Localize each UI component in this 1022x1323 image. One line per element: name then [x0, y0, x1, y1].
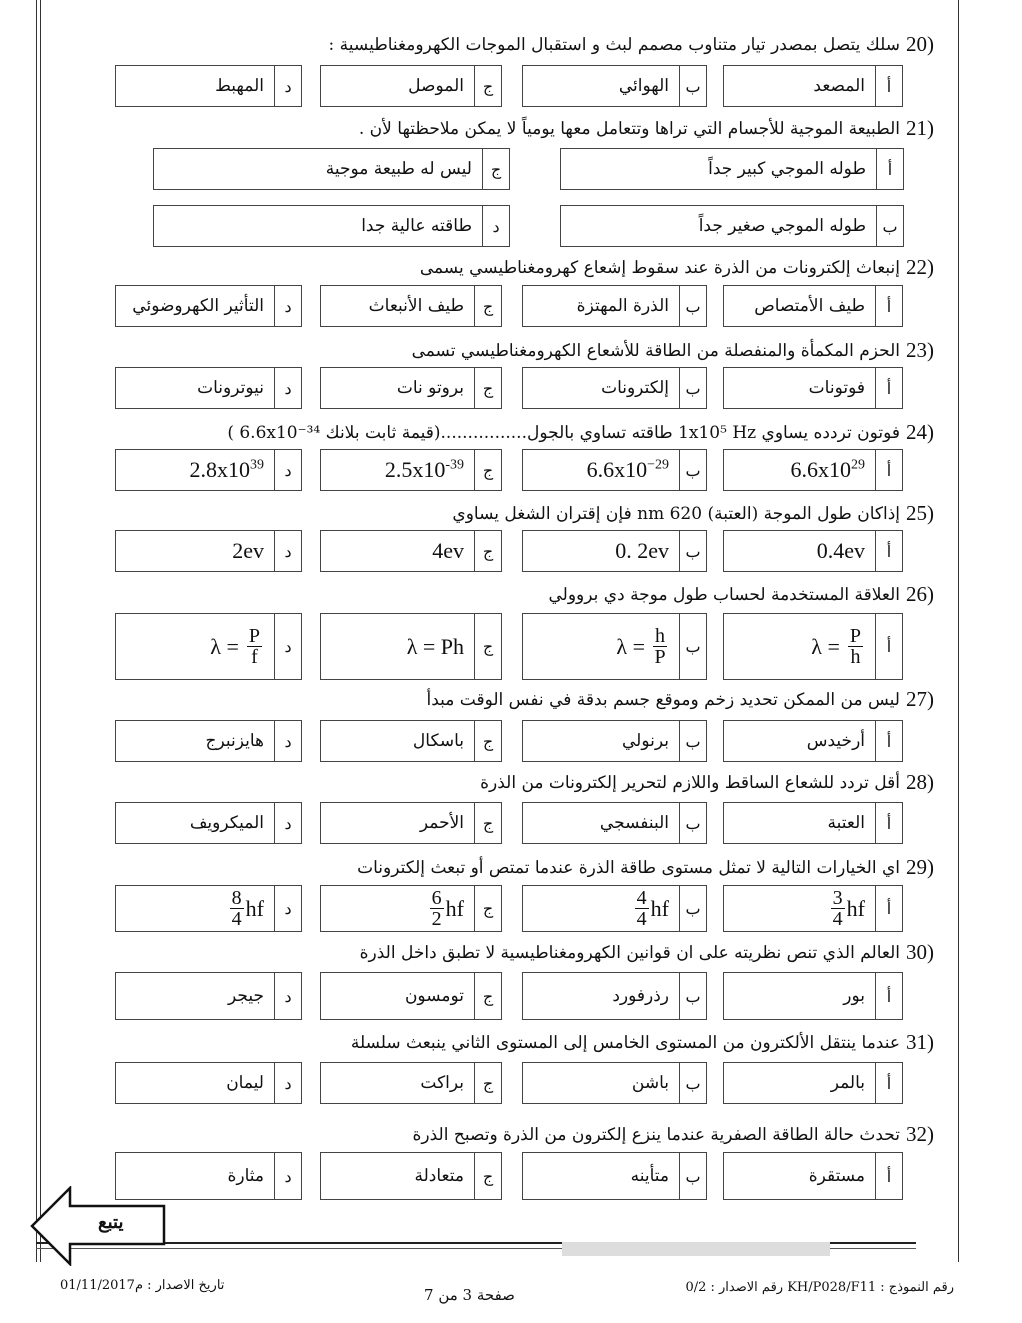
option-label: ليمان [226, 1073, 264, 1093]
option-text [605, 538, 679, 564]
option-formula [210, 626, 264, 667]
question-number: 22) [906, 255, 934, 279]
option-letter: ب [679, 803, 706, 843]
denominator: h [850, 646, 861, 668]
option-label: تومسون [404, 986, 464, 1006]
option-label: طيف الأمتصاص [754, 296, 865, 316]
formula-prefix: λ = [616, 633, 645, 659]
option-box[interactable] [115, 65, 302, 107]
denominator: 4 [231, 908, 242, 930]
question-text: إذاكان طول الموجة (العتبة) 620 nm فإن إقتران الشغل يساوي [452, 504, 900, 524]
option-box[interactable] [522, 613, 707, 680]
option-label: 0. 2ev [615, 538, 669, 563]
question-number: 28) [906, 770, 934, 794]
denominator: 4 [636, 908, 647, 930]
option-letter: أ [875, 721, 902, 761]
option-value [385, 457, 464, 483]
option-label: 2ev [232, 538, 264, 563]
option-text [122, 296, 274, 316]
numerator: P [849, 625, 861, 647]
option-label: جيجر [228, 986, 264, 1006]
option-box[interactable] [522, 285, 707, 327]
option-text [818, 813, 875, 833]
option-box[interactable] [153, 205, 510, 247]
option-text [622, 1073, 679, 1093]
option-label: 0.4ev [816, 538, 865, 563]
option-letter: د [274, 531, 301, 571]
question-number: 21) [906, 116, 934, 140]
option-label: الأحمر [419, 813, 464, 833]
option-letter: ب [679, 531, 706, 571]
option-letter: ج [474, 66, 501, 106]
option-label: الذرة المهتزة [576, 296, 669, 316]
option-label: التأثير الكهروضوئي [132, 296, 264, 316]
issue-date: تاريخ الاصدار : م01/11/2017 [60, 1278, 225, 1293]
option-box[interactable] [522, 530, 707, 572]
fraction [831, 888, 845, 929]
numerator: 4 [636, 887, 647, 909]
option-letter: ج [474, 614, 501, 679]
option-box[interactable] [723, 1152, 903, 1200]
fraction [848, 626, 863, 667]
continue-label: يتبع [98, 1212, 124, 1233]
option-letter: د [482, 206, 509, 246]
option-label: مستقرة [808, 1166, 865, 1186]
option-text [218, 986, 274, 1006]
option-text [590, 813, 679, 833]
option-letter: ج [482, 149, 509, 189]
option-label: فوتونات [808, 378, 865, 398]
option-letter: ب [679, 368, 706, 408]
option-box[interactable] [320, 1152, 502, 1200]
question-text: أقل تردد للشعاع الساقط واللازم لتحرير إلكترونات من الذرة [480, 773, 900, 793]
option-text [807, 538, 875, 564]
option-box[interactable] [723, 65, 903, 107]
option-text [387, 378, 474, 398]
question-number: 32) [906, 1122, 934, 1146]
option-box[interactable] [320, 972, 502, 1020]
option-box[interactable] [723, 530, 903, 572]
option-label: طاقته عالية جدا [361, 216, 472, 236]
option-value [791, 457, 866, 483]
option-label: المصعد [813, 76, 865, 96]
option-text [602, 986, 679, 1006]
option-label: بروتو نات [396, 378, 464, 398]
option-text [180, 457, 275, 483]
formula-suffix: hf [245, 895, 264, 921]
question-text: العلاقة المستخدمة لحساب طول موجة دي بروولي [548, 585, 900, 605]
formula-suffix: hf [846, 895, 865, 921]
option-formula [811, 626, 865, 667]
option-letter: ب [679, 66, 706, 106]
option-text [418, 888, 474, 929]
numerator: P [248, 625, 260, 647]
formula-suffix: hf [445, 895, 464, 921]
option-label: أرخيدس [806, 731, 865, 751]
option-text [819, 888, 875, 929]
option-box[interactable] [115, 1062, 302, 1104]
option-box[interactable] [320, 65, 502, 107]
option-letter: ب [679, 450, 706, 490]
option-text [799, 378, 875, 398]
option-label: متعادلة [414, 1166, 464, 1186]
option-box[interactable] [320, 613, 502, 680]
option-text [218, 888, 274, 929]
option-label: هايزنبرج [205, 731, 264, 751]
option-box[interactable] [560, 148, 904, 190]
option-box[interactable] [320, 1062, 502, 1104]
option-box[interactable] [723, 367, 903, 409]
option-letter: ب [679, 886, 706, 931]
option-text [397, 634, 474, 660]
option-text [621, 1166, 679, 1186]
option-box[interactable] [115, 802, 302, 844]
option-text [609, 76, 679, 96]
option-box[interactable] [115, 367, 302, 409]
value-exponent: -39 [445, 457, 464, 473]
option-letter: د [274, 450, 301, 490]
option-text [403, 731, 474, 751]
question-text: الحزم المكمأة والمنفصلة من الطاقة للأشعاع الكهرومغناطيسي تسمى [411, 341, 900, 361]
formula-suffix: hf [650, 895, 669, 921]
option-label: ليس له طبيعة موجية [325, 159, 472, 179]
option-letter: ج [474, 450, 501, 490]
option-box[interactable] [522, 972, 707, 1020]
option-box[interactable] [522, 1152, 707, 1200]
option-text [410, 813, 474, 833]
denominator: 2 [431, 908, 442, 930]
question-number: 20) [906, 32, 934, 56]
option-letter: أ [875, 1153, 902, 1199]
form-number: رقم النموذج : KH/P028/F11 رقم الاصدار : 0/2 [685, 1280, 954, 1295]
option-text [797, 731, 875, 751]
option-label: طوله الموجي صغير جداً [698, 216, 866, 236]
question-text: ليس من الممكن تحديد زخم وموقع جسم بدقة في نفس الوقت مبدأ [426, 690, 900, 710]
option-box[interactable] [320, 530, 502, 572]
option-label: إلكترونات [601, 378, 669, 398]
numerator: 6 [431, 887, 442, 909]
fraction [430, 888, 444, 929]
option-letter: ب [679, 721, 706, 761]
option-formula [616, 626, 669, 667]
option-letter: د [274, 886, 301, 931]
option-text [689, 216, 876, 236]
option-box[interactable] [723, 802, 903, 844]
option-box[interactable] [723, 285, 903, 327]
option-text [316, 159, 482, 179]
option-letter: ب [679, 1153, 706, 1199]
option-box[interactable] [115, 285, 302, 327]
denominator: 4 [832, 908, 843, 930]
value-base: 6.6x10 [586, 457, 648, 482]
option-label: طيف الأنبعاث [368, 296, 464, 316]
question-text: إنبعاث إلكترونات من الذرة عند سقوط إشعاع كهرومغناطيسي يسمى [419, 258, 900, 278]
question-number: 23) [906, 338, 934, 362]
option-box[interactable] [723, 1062, 903, 1104]
option-box[interactable] [723, 972, 903, 1020]
option-letter: أ [875, 1063, 902, 1103]
option-text [375, 457, 474, 483]
option-box[interactable] [723, 720, 903, 762]
option-box[interactable] [320, 367, 502, 409]
option-letter: ج [474, 1153, 501, 1199]
option-text [395, 986, 474, 1006]
option-letter: أ [875, 973, 902, 1019]
option-letter: ب [679, 1063, 706, 1103]
option-letter: ج [474, 286, 501, 326]
option-letter: د [274, 1063, 301, 1103]
option-box[interactable] [522, 1062, 707, 1104]
question-number: 27) [906, 687, 934, 711]
gray-bar [562, 1242, 830, 1256]
option-text [591, 378, 679, 398]
option-text [567, 296, 679, 316]
option-box[interactable] [115, 972, 302, 1020]
option-box[interactable] [320, 449, 502, 491]
formula-prefix: λ = [210, 633, 239, 659]
option-label: بور [843, 986, 865, 1006]
option-formula [228, 888, 264, 929]
option-box[interactable] [115, 613, 302, 680]
option-label: متأينه [630, 1166, 669, 1186]
denominator: P [654, 646, 666, 668]
option-box[interactable] [723, 613, 903, 680]
option-letter: ج [474, 973, 501, 1019]
question-text: اي الخيارات التالية لا تمثل مستوى طاقة الذرة عندما تمتص أو تبعث إلكترونات [357, 858, 900, 878]
option-letter: أ [876, 149, 903, 189]
option-box[interactable] [522, 720, 707, 762]
option-box[interactable] [522, 802, 707, 844]
numerator: h [655, 625, 665, 647]
option-box[interactable] [522, 449, 707, 491]
value-exponent: −29 [647, 457, 669, 473]
fraction [635, 888, 649, 929]
option-box[interactable] [560, 205, 904, 247]
option-label: المهبط [215, 76, 264, 96]
option-text [351, 216, 482, 236]
option-letter: ج [474, 1063, 501, 1103]
question-number: 25) [906, 501, 934, 525]
option-text [410, 1073, 474, 1093]
option-letter: د [274, 368, 301, 408]
option-letter: د [274, 803, 301, 843]
option-letter: ج [474, 531, 501, 571]
value-exponent: 39 [250, 457, 264, 473]
value-base: 2.8x10 [189, 457, 250, 482]
option-label: نيوترونات [197, 378, 264, 398]
option-letter: أ [875, 803, 902, 843]
option-label: الموصل [408, 76, 464, 96]
value-base: 6.6x10 [790, 457, 851, 482]
option-letter: د [274, 286, 301, 326]
option-letter: د [274, 66, 301, 106]
page-border-left [36, 0, 41, 1262]
option-label: مثارة [227, 1166, 264, 1186]
page-border-right [958, 0, 959, 1262]
question-text: تحدث حالة الطاقة الصفرية عندما ينزع إلكترون من الذرة وتصبح الذرة [412, 1125, 900, 1145]
option-letter: ج [474, 803, 501, 843]
option-letter: أ [875, 614, 902, 679]
option-letter: ج [474, 721, 501, 761]
option-text [612, 731, 679, 751]
option-box[interactable] [320, 285, 502, 327]
question-number: 26) [906, 582, 934, 606]
option-text [205, 76, 274, 96]
option-box[interactable] [115, 720, 302, 762]
option-box[interactable] [115, 449, 302, 491]
numerator: 3 [832, 887, 843, 909]
option-text [217, 1166, 274, 1186]
option-box[interactable] [153, 148, 510, 190]
option-letter: ج [474, 368, 501, 408]
option-label: الهوائي [618, 76, 669, 96]
option-box[interactable] [723, 885, 903, 932]
option-letter: ب [876, 206, 903, 246]
question-number: 31) [906, 1030, 934, 1054]
option-label: العتبة [827, 813, 865, 833]
option-text [744, 296, 875, 316]
option-letter: أ [875, 531, 902, 571]
option-box[interactable] [320, 885, 502, 932]
question-number: 24) [906, 420, 934, 444]
option-text [801, 626, 875, 667]
option-label: البنفسجي [599, 813, 669, 833]
option-label: λ = Ph [406, 633, 464, 659]
option-letter: ب [679, 614, 706, 679]
option-formula [428, 888, 464, 929]
question-text: عندما ينتقل الألكترون من المستوى الخامس إلى المستوى الثاني ينبعث سلسلة [350, 1033, 900, 1053]
option-text [821, 1073, 875, 1093]
option-formula [829, 888, 865, 929]
denominator: f [251, 646, 258, 668]
option-letter: ب [679, 973, 706, 1019]
option-label: الميكرويف [189, 813, 264, 833]
question-text: فوتون تردده يساوي 1x10⁵ Hz طاقته تساوي بالجول................(قيمة ثابت بلانك 6.6x10⁻³⁴ ) [227, 423, 900, 443]
question-text: الطبيعة الموجية للأجسام التي تراها وتتعامل معها يومياً لا يمكن ملاحظتها لأن . [358, 119, 900, 139]
option-letter: د [274, 614, 301, 679]
value-base: 2.5x10 [384, 457, 446, 482]
option-label: باسكال [412, 731, 464, 751]
option-text [222, 538, 274, 564]
option-text [606, 626, 679, 667]
question-text: سلك يتصل بمصدر تيار متناوب مصمم لبث و استقبال الموجات الكهرومغناطيسية : [328, 35, 900, 55]
fraction [230, 888, 244, 929]
page-number: صفحة 3 من 7 [424, 1286, 515, 1304]
option-text [422, 538, 474, 564]
option-letter: د [274, 1153, 301, 1199]
option-text [833, 986, 875, 1006]
option-label: براكت [420, 1073, 464, 1093]
question-number: 30) [906, 940, 934, 964]
option-box[interactable] [522, 65, 707, 107]
option-text [180, 813, 274, 833]
option-letter: د [274, 973, 301, 1019]
formula-prefix: λ = [811, 633, 840, 659]
option-text [398, 76, 474, 96]
option-text [405, 1166, 474, 1186]
option-letter: أ [875, 450, 902, 490]
option-value [190, 457, 265, 483]
option-letter: أ [875, 368, 902, 408]
option-box[interactable] [115, 530, 302, 572]
option-box[interactable] [115, 885, 302, 932]
option-label: رذرفورد [612, 986, 669, 1006]
fraction [247, 626, 262, 667]
option-label: طوله الموجي كبير جداً [708, 159, 866, 179]
option-box[interactable] [320, 802, 502, 844]
option-box[interactable] [320, 720, 502, 762]
option-value [587, 457, 669, 483]
option-formula [633, 888, 669, 929]
option-letter: أ [875, 886, 902, 931]
option-text [799, 1166, 875, 1186]
option-box[interactable] [522, 367, 707, 409]
option-text [623, 888, 679, 929]
option-box[interactable] [723, 449, 903, 491]
value-exponent: 29 [851, 457, 865, 473]
option-label: بالمر [830, 1073, 865, 1093]
option-text [200, 626, 274, 667]
option-label: باشن [631, 1073, 669, 1093]
option-text [216, 1073, 274, 1093]
option-text [803, 76, 875, 96]
option-text [577, 457, 679, 483]
option-label: برنولي [622, 731, 669, 751]
option-text [698, 159, 876, 179]
option-label: 4ev [432, 538, 464, 563]
option-text [187, 378, 274, 398]
option-text [781, 457, 876, 483]
fraction [653, 626, 667, 667]
option-letter: أ [875, 286, 902, 326]
option-letter: ب [679, 286, 706, 326]
option-letter: ج [474, 886, 501, 931]
question-text: العالم الذي تنص نظريته على ان قوانين الكهرومغناطيسية لا تطبق داخل الذرة [359, 943, 900, 963]
option-letter: أ [875, 66, 902, 106]
option-letter: د [274, 721, 301, 761]
question-number: 29) [906, 855, 934, 879]
option-box[interactable] [522, 885, 707, 932]
numerator: 8 [231, 887, 242, 909]
option-text [359, 296, 474, 316]
option-text [196, 731, 274, 751]
